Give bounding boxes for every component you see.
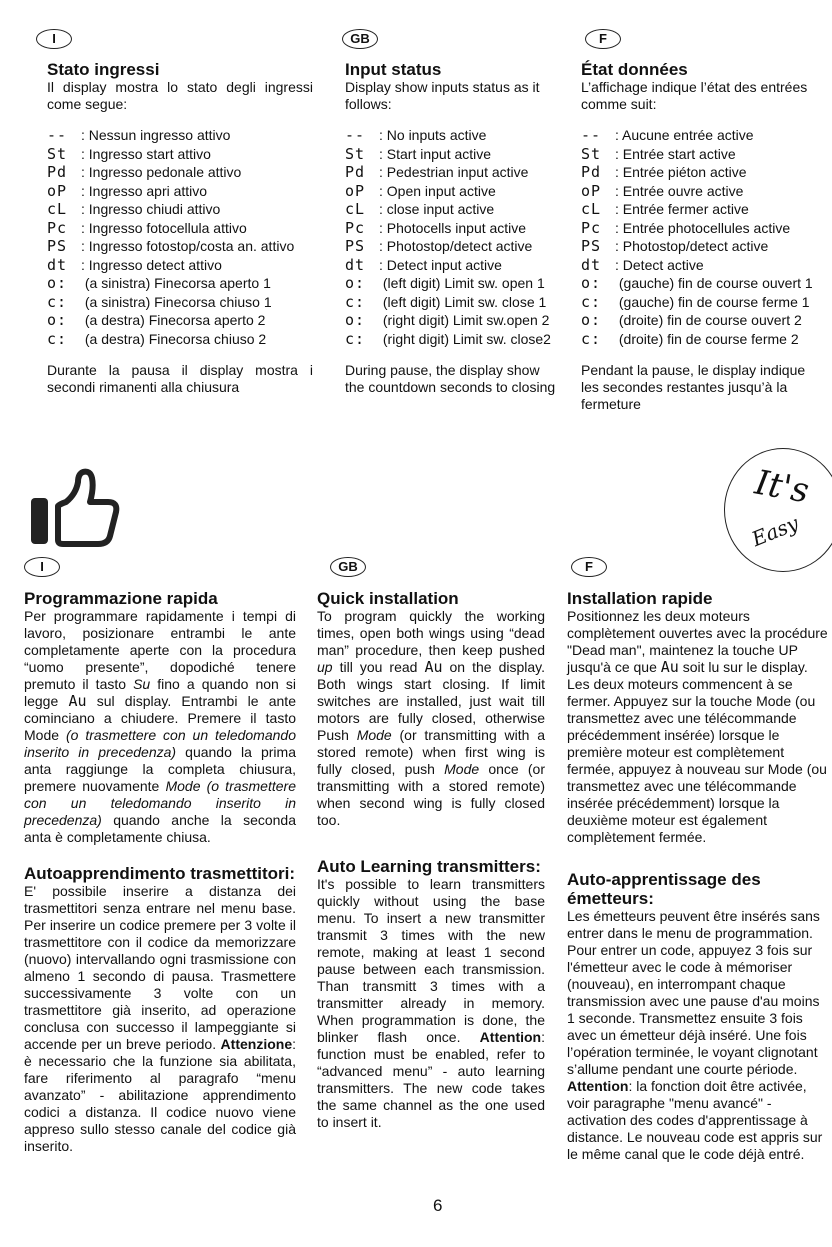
its-easy-stamp (724, 448, 832, 572)
list-item (47, 237, 313, 256)
list-item-label: : Ingresso pedonale attivo (81, 164, 242, 180)
list-item-label: : Entrée start active (615, 145, 736, 162)
list-item-label: (gauche) fin de course ouvert 1 (615, 275, 813, 291)
list-item-label: (right digit) Limit sw. close2 (379, 330, 551, 347)
list-item-label: (droite) fin de course ferme 2 (615, 330, 799, 347)
input-status-it (47, 60, 313, 396)
quick-install-it (24, 589, 296, 1155)
list-item-label: (right digit) Limit sw.open 2 (379, 312, 550, 328)
list-item-label: (left digit) Limit sw. close 1 (379, 293, 547, 310)
list-item-label: : Photostop/detect active (615, 238, 769, 254)
list-item-label: : Detect input active (379, 256, 502, 273)
list-item (581, 219, 826, 238)
list-item-label: (a sinistra) Finecorsa aperto 1 (81, 275, 271, 291)
list-item-label: (a sinistra) Finecorsa chiuso 1 (81, 293, 272, 310)
list-item (345, 145, 557, 164)
list-item (47, 126, 313, 145)
paragraph: To program quickly the working times, open both wings using “dead man” procedure, then keep pushed up till you read Au on the display. Both wings start closing. If limit switches are installed, just wait till motors are fully closed, otherwise Push Mode (or transmitting with a stored remote) when first wing is fully closed, push Mode once (or transmitting with a stored remote) when second wing is fully closed too. (317, 608, 545, 828)
list-item-label: : Ingresso fotostop/costa an. attivo (81, 238, 295, 254)
section-title: Autoapprendimento trasmettitori: (24, 864, 296, 883)
list-item (47, 145, 313, 164)
section-title: Installation rapide (567, 589, 713, 608)
list-item (581, 330, 826, 349)
list-item (581, 126, 826, 145)
list-item (345, 126, 557, 145)
list-item-label: (a destra) Finecorsa chiuso 2 (81, 330, 267, 347)
list-item (47, 293, 313, 312)
display-code: o: (581, 274, 602, 292)
section-title: État données (581, 60, 688, 79)
section-title: Stato ingressi (47, 60, 160, 79)
section-title: Input status (345, 60, 442, 79)
display-code: o: (345, 274, 366, 292)
list-item (345, 182, 557, 201)
display-code: Pc (581, 218, 602, 237)
display-code: o: (47, 311, 68, 329)
list-item (345, 330, 557, 349)
display-code: cL (345, 200, 366, 218)
list-item-label: : Photocells input active (379, 219, 527, 236)
list-item (47, 163, 313, 182)
section-outro: During pause, the display show the countdown seconds to closing (345, 362, 556, 395)
section-outro: Durante la pausa il display mostra i secondi rimanenti alla chiusura (47, 362, 313, 395)
list-item-label: : Ingresso apri attivo (81, 182, 208, 199)
paragraph: Per programmare rapidamente i tempi di lavoro, posizionare entrambi le ante completamente aperte con la procedura “uomo presente”, dopodiché tenere premuto il tasto Su fino a quando non si legge Au sul display. Entrambi le ante cominciano a chiudere. Premere il tasto Mode (o trasmettere con un teledomando inserito in precedenza) quando la prima anta raggiunge la completa chiusura, premere nuovamente Mode (o trasmettere con un teledomando inserito in precedenza) quando anche la seconda anta è completamente chiusa. (24, 608, 296, 845)
section-outro: Pendant la pause, le display indique les secondes restantes jusqu’à la fermeture (581, 362, 806, 412)
list-item (581, 182, 826, 201)
display-code: Au (68, 692, 87, 710)
lang-badge-gb: GB (342, 29, 378, 49)
list-item (581, 256, 826, 275)
list-item-label: (left digit) Limit sw. open 1 (379, 275, 545, 291)
display-code: dt (345, 255, 366, 274)
list-item-label: : Ingresso fotocellula attivo (81, 219, 247, 236)
display-code: c: (345, 292, 366, 311)
list-item-label: : Entrée fermer active (615, 201, 749, 217)
list-item-label: : Ingresso detect attivo (81, 256, 222, 273)
quick-install-fr (567, 589, 829, 1163)
display-code: Pd (581, 163, 602, 181)
list-item-label: (a destra) Finecorsa aperto 2 (81, 312, 266, 328)
list-item (47, 200, 313, 219)
list-item-label: : Detect active (615, 256, 704, 273)
list-item-label: : Ingresso chiudi attivo (81, 201, 221, 217)
section-title: Quick installation (317, 589, 459, 608)
display-code: oP (47, 181, 68, 200)
lang-badge-gb-2: GB (330, 557, 366, 577)
paragraph: It's possible to learn transmitters quickly without using the base menu. To insert a new transmitter transmit 3 times with the new remote, making at least 1 second pause between each transmission. Than transmitt 3 times with a transmitter already in memory. When programmation is done, the blinker flash once. Attention: function must be enabled, refer to “advanced menu” - auto learning transmitters. The new code takes the same channel as the one used to insert it. (317, 876, 545, 1130)
list-item (581, 311, 826, 330)
display-code: Pd (345, 163, 366, 181)
display-code: -- (47, 126, 68, 144)
section-title: Auto Learning transmitters: (317, 857, 541, 876)
display-code: PS (581, 237, 602, 255)
display-code: c: (47, 329, 68, 348)
list-item (345, 256, 557, 275)
list-item (345, 274, 557, 293)
list-item (345, 237, 557, 256)
display-code: Pc (47, 218, 68, 237)
lang-badge-it-2: I (24, 557, 60, 577)
display-code: oP (581, 181, 602, 200)
list-item (345, 293, 557, 312)
list-item (581, 237, 826, 256)
status-list (345, 126, 557, 348)
display-code: o: (47, 274, 68, 292)
list-item (581, 145, 826, 164)
section-title: Programmazione rapida (24, 589, 218, 608)
page-number: 6 (433, 1196, 443, 1215)
display-code: -- (345, 126, 366, 144)
list-item-label: (gauche) fin de course ferme 1 (615, 293, 810, 310)
display-code: cL (581, 200, 602, 218)
paragraph: Positionnez les deux moteurs complètement ouvertes avec la procédure "Dead man", maintenez la touche UP jusqu'à ce que Au soit lu sur le display. Les deux moteurs commencent à se fermer. Appuyez sur la touche Mode (ou transmettez avec une télécommande précédemment insérée) lorsque le première moteur est complètement fermée, appuyez à nouveau sur Mode (ou transmettez avec une télécommande insérée précédemment) lorsque la deuxième moteur est également complètement fermée. (567, 608, 828, 845)
list-item-label: : close input active (379, 201, 495, 217)
display-code: c: (47, 292, 68, 311)
paragraph: E' possibile inserire a distanza dei trasmettitori senza entrare nel menu base. Per inserire un codice premere per 3 volte il trasmettitore con il codice da memorizzare (nuovo) intervallando ogni trasmissione con almeno 1 secondo di pausa. Trasmettere successivamente 3 volte con un trasmettitore già inserito, ad operazione conclusa con successo il lampeggiante si accende per un breve periodo. Attenzione: è necessario che la funzione sia abilitata, fare riferimento al paragrafo “menu avanzato” - abilitazione apprendimento codici a distanza. Il codice nuovo viene appreso sullo stesso canale del codice già inserito. (24, 883, 296, 1154)
list-item-label: : Entrée piéton active (615, 164, 747, 180)
list-item-label: : Aucune entrée active (615, 127, 754, 143)
list-item (345, 311, 557, 330)
lang-badge-it: I (36, 29, 72, 49)
display-code: dt (47, 255, 68, 274)
display-code: Au (424, 658, 443, 676)
list-item-label: : No inputs active (379, 127, 487, 143)
list-item-label: (droite) fin de course ouvert 2 (615, 312, 802, 328)
list-item (581, 163, 826, 182)
display-code: dt (581, 255, 602, 274)
display-code: c: (581, 329, 602, 348)
lang-badge-fr: F (585, 29, 621, 49)
paragraph: Les émetteurs peuvent être insérés sans entrer dans le menu de programmation. Pour entrer un code, appuyez 3 fois sur l'émetteur avec le code à mémoriser (nouveau), en interrompant chaque transmission avec une pause d'au moins 1 seconde. Transmettez ensuite 3 fois avec un émetteur déjà inséré. Une fois l’opération terminée, le voyant clignotant s’allume pendant une courte période. Attention: la fonction doit être activée, voir paragraphe "menu avancé" - activation des codes d'apprentissage à distance. Le nouveau code est appris sur le même canal que le code déjà entré. (567, 908, 823, 1162)
list-item (581, 293, 826, 312)
stamp-line2: Easy (748, 510, 802, 552)
display-code: oP (345, 181, 366, 200)
display-code: o: (345, 311, 366, 329)
list-item (345, 200, 557, 219)
list-item (47, 274, 313, 293)
section-intro: Display show inputs status as it follows: (345, 79, 540, 112)
list-item-label: : Pedestrian input active (379, 164, 529, 180)
list-item-label: : Nessun ingresso attivo (81, 127, 231, 143)
list-item-label: : Photostop/detect active (379, 238, 533, 254)
stamp-line1: It's (751, 462, 812, 512)
list-item (345, 163, 557, 182)
lang-badge-fr-2: F (571, 557, 607, 577)
status-list (47, 126, 313, 348)
list-item (47, 330, 313, 349)
display-code: PS (345, 237, 366, 255)
display-code: St (345, 144, 366, 163)
list-item (47, 311, 313, 330)
status-list (581, 126, 826, 348)
display-code: o: (581, 311, 602, 329)
list-item-label: : Start input active (379, 145, 492, 162)
list-item-label: : Open input active (379, 182, 496, 199)
section-intro: Il display mostra lo stato degli ingressi come segue: (47, 79, 313, 112)
list-item (47, 182, 313, 201)
thumbs-up-icon (28, 468, 120, 548)
list-item (345, 219, 557, 238)
input-status-gb (345, 60, 557, 396)
list-item (47, 219, 313, 238)
display-code: St (47, 144, 68, 163)
display-code: Pd (47, 163, 68, 181)
list-item-label: : Ingresso start attivo (81, 145, 211, 162)
list-item (47, 256, 313, 275)
display-code: cL (47, 200, 68, 218)
section-title: Auto-apprentissage des émetteurs: (567, 870, 761, 908)
display-code: -- (581, 126, 602, 144)
list-item (581, 274, 826, 293)
display-code: St (581, 144, 602, 163)
display-code: c: (581, 292, 602, 311)
list-item-label: : Entrée photocellules active (615, 219, 791, 236)
display-code: c: (345, 329, 366, 348)
quick-install-gb (317, 589, 545, 1131)
display-code: PS (47, 237, 68, 255)
display-code: Pc (345, 218, 366, 237)
list-item (581, 200, 826, 219)
list-item-label: : Entrée ouvre active (615, 182, 744, 199)
input-status-fr (581, 60, 826, 413)
section-intro: L’affichage indique l’état des entrées comme suit: (581, 79, 808, 112)
display-code: Au (660, 658, 679, 676)
